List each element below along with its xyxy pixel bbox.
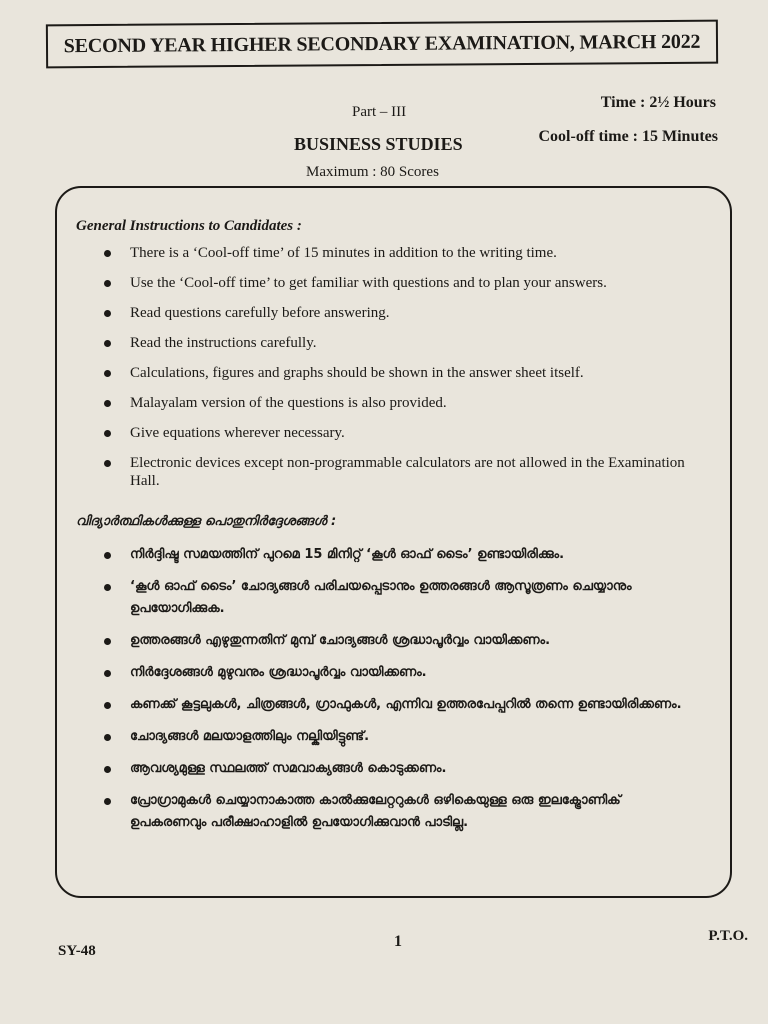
- list-item: [100, 394, 700, 412]
- list-item: [100, 758, 700, 780]
- bullet-icon: [104, 798, 111, 805]
- instruction-text: Electronic devices except non-programmable calculators are not allowed in the Examination Hall.: [130, 455, 685, 489]
- bullet-icon: [104, 702, 111, 709]
- bullet-icon: [104, 552, 111, 559]
- bullet-icon: [104, 670, 111, 677]
- bullet-icon: [104, 638, 111, 645]
- list-item: [100, 334, 700, 352]
- time-label: Time : 2½ Hours: [600, 94, 716, 111]
- bullet-icon: [104, 734, 111, 741]
- paper-code: SY-48: [58, 943, 96, 959]
- list-item: [100, 694, 700, 716]
- pto-label: P.T.O.: [708, 928, 748, 944]
- list-item: [100, 662, 700, 684]
- instruction-text: ഉത്തരങ്ങൾ എഴുതുന്നതിന് മുമ്പ് ചോദ്യങ്ങൾ ശ്രദ്ധാപൂർവ്വം വായിക്കണം.: [130, 633, 551, 648]
- malayalam-instructions-list: [100, 544, 700, 844]
- list-item: [100, 454, 700, 490]
- list-item: [100, 274, 700, 292]
- instruction-text: Malayalam version of the questions is also provided.: [130, 395, 447, 411]
- instruction-text: Read questions carefully before answering.: [130, 305, 390, 321]
- maximum-scores: Maximum : 80 Scores: [306, 164, 439, 180]
- instruction-text: പ്രോഗ്രാമുകൾ ചെയ്യാനാകാത്ത കാൽക്കുലേറ്ററുകൾ ഒഴികെയുള്ള ഒരു ഇലക്ട്രോണിക് ഉപകരണവും പരീക്ഷാഹാളിൽ ഉപയോഗിക്കുവാൻ പാടില്ല.: [130, 793, 621, 830]
- subject-title: BUSINESS STUDIES: [294, 134, 463, 154]
- list-item: [100, 304, 700, 322]
- bullet-icon: [104, 430, 111, 437]
- malayalam-instructions-heading: വിദ്യാർത്ഥികൾക്കുള്ള പൊതുനിർദ്ദേശങ്ങൾ :: [76, 514, 337, 529]
- instruction-text: There is a ‘Cool-off time’ of 15 minutes in addition to the writing time.: [130, 245, 557, 261]
- bullet-icon: [104, 584, 111, 591]
- list-item: [100, 364, 700, 382]
- list-item: [100, 576, 700, 620]
- list-item: [100, 630, 700, 652]
- bullet-icon: [104, 250, 111, 257]
- instruction-text: Read the instructions carefully.: [130, 335, 317, 351]
- list-item: [100, 244, 700, 262]
- list-item: [100, 544, 700, 566]
- bullet-icon: [104, 280, 111, 287]
- instruction-text: Use the ‘Cool-off time’ to get familiar with questions and to plan your answers.: [130, 275, 607, 291]
- english-instructions-heading: General Instructions to Candidates :: [76, 218, 302, 234]
- bullet-icon: [104, 370, 111, 377]
- part-label: Part – III: [352, 104, 407, 120]
- bullet-icon: [104, 400, 111, 407]
- bullet-icon: [104, 340, 111, 347]
- list-item: [100, 726, 700, 748]
- list-item: [100, 424, 700, 442]
- instruction-text: കണക്ക് കൂട്ടലുകൾ, ചിത്രങ്ങൾ, ഗ്രാഫുകൾ, എന്നിവ ഉത്തരപേപ്പറിൽ തന്നെ ഉണ്ടായിരിക്കണം.: [130, 697, 682, 712]
- bullet-icon: [104, 460, 111, 467]
- instruction-text: Give equations wherever necessary.: [130, 425, 345, 441]
- instruction-text: നിർദ്ദേശങ്ങൾ മുഴുവനും ശ്രദ്ധാപൂർവ്വം വായിക്കണം.: [130, 665, 427, 680]
- instruction-text: ചോദ്യങ്ങൾ മലയാളത്തിലും നല്കിയിട്ടുണ്ട്.: [130, 729, 370, 744]
- instruction-text: ആവശ്യമുള്ള സ്ഥലത്ത് സമവാക്യങ്ങൾ കൊടുക്കണം.: [130, 761, 447, 776]
- instruction-text: ‘കൂൾ ഓഫ് ടൈം’ ചോദ്യങ്ങൾ പരിചയപ്പെടാനും ഉത്തരങ്ങൾ ആസൂത്രണം ചെയ്യാനും ഉപയോഗിക്കുക.: [130, 579, 632, 616]
- instruction-text: Calculations, figures and graphs should be shown in the answer sheet itself.: [130, 365, 584, 381]
- exam-title: SECOND YEAR HIGHER SECONDARY EXAMINATION, MARCH 2022: [46, 20, 718, 69]
- page-number: 1: [394, 933, 402, 950]
- list-item: [100, 790, 700, 834]
- bullet-icon: [104, 766, 111, 773]
- instruction-text: നിർദ്ദിഷ്ട സമയത്തിന് പുറമെ 15 മിനിറ്റ് ‘കൂൾ ഓഫ് ടൈം’ ഉണ്ടായിരിക്കും.: [130, 547, 565, 562]
- english-instructions-list: [100, 244, 700, 502]
- cool-off-label: Cool-off time : 15 Minutes: [538, 128, 718, 145]
- bullet-icon: [104, 310, 111, 317]
